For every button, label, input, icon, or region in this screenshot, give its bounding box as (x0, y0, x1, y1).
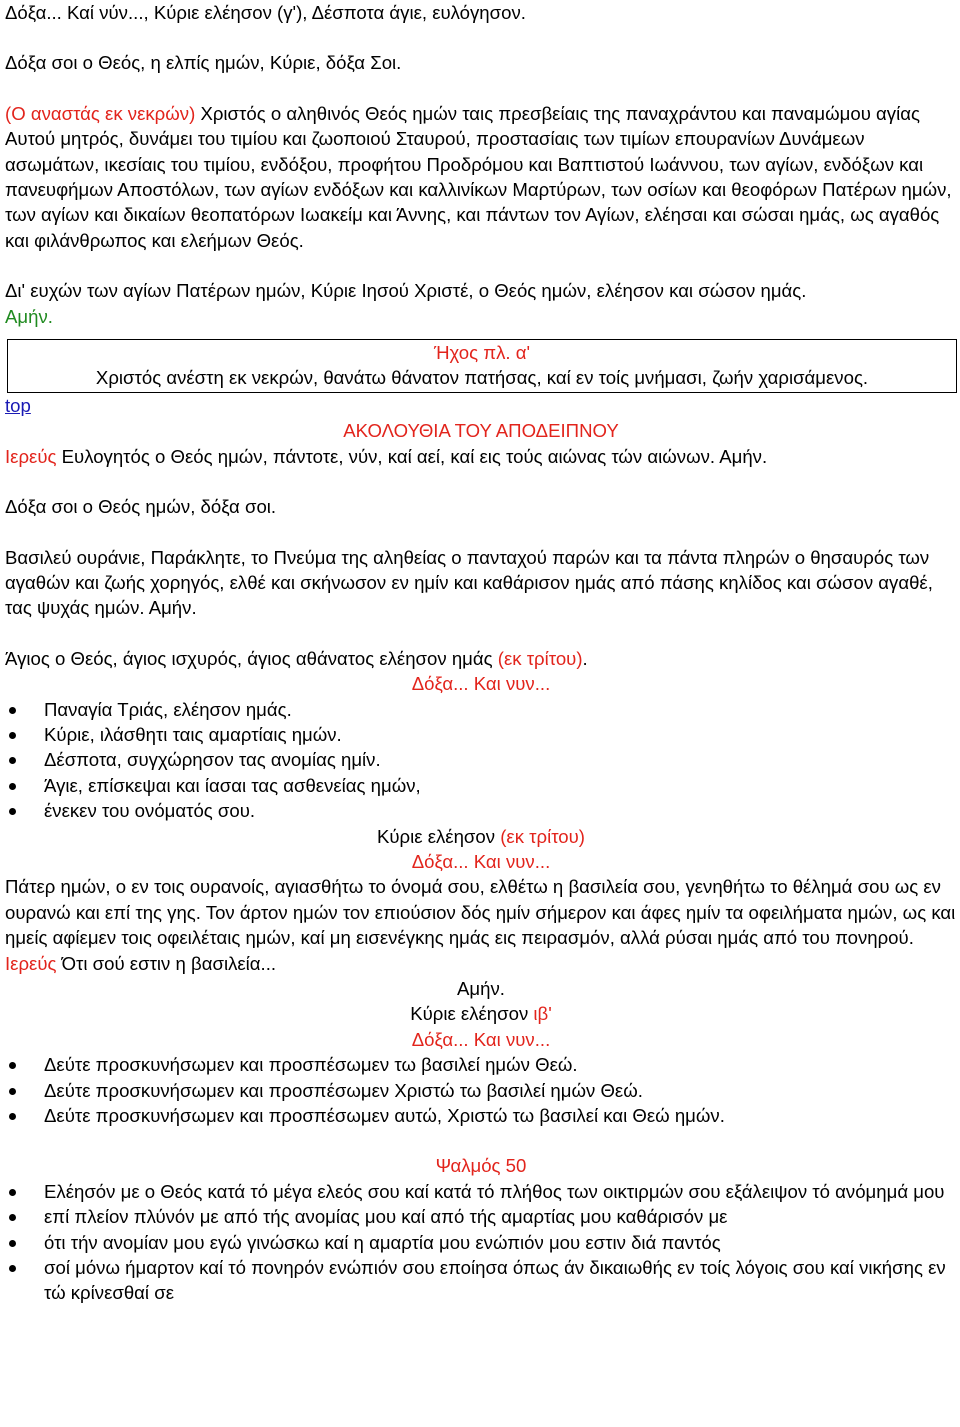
blessing-text: Ευλογητός ο Θεός ημών, πάντοτε, νύν, καί αεί, καί εις τούς αιώνας τών αιώνων. Αμήν. (56, 445, 768, 467)
list-item: Κύριε, ιλάσθητι ταις αμαρτίαις ημών. (5, 722, 957, 747)
kyrie-text: Κύριε ελέησον (376, 825, 501, 847)
trisagion-line (5, 646, 957, 671)
list-item: Δεύτε προσκυνήσωμεν και προσπέσωμεν Χριστώ τω βασιλεί ημών Θεώ. (5, 1078, 957, 1103)
list-item: Δέσποτα, συγχώρησον τας ανομίας ημίν. (5, 747, 957, 772)
document-page (5, 0, 957, 1306)
doxology-line (5, 951, 957, 976)
trinity-list (5, 697, 957, 824)
list-item: Άγιε, επίσκεψαι και ίασαι τας ασθενείας ημών, (5, 773, 957, 798)
glory-now-2: Δόξα... Και νυν... (411, 850, 551, 872)
hymn-box (7, 339, 957, 393)
kyrie12-line (5, 1001, 957, 1026)
priest-label-2: Ιερεύς (5, 952, 57, 974)
heavenly-king-paragraph: Βασιλεύ ουράνιε, Παράκλητε, το Πνεύμα της αληθείας ο πανταχού παρών και τα πάντα πληρών ο θησαυρός των αγαθών και ζωής χορηγός, ελθέ και σκήνωσον εν ημίν και καθάρισον ημάς από πάσης κηλίδος και σώσον αγαθέ, τας ψυχάς ημών. Αμήν. (5, 546, 933, 619)
come-worship-list (5, 1052, 957, 1128)
hymn-text: Χριστός ανέστη εκ νεκρών, θανάτω θάνατον πατήσας, καί εν τοίς μνήμασι, ζωήν χαρισάμενος. (95, 367, 869, 389)
dismissal-text: Χριστός ο αληθινός Θεός ημών ταις πρεσβείαις της παναχράντου και παναμώμου αγίας Αυτού μητρός, δυνάμει του τιμίου και ζωοποιού Σταυρού, προστασίαις των τιμίων επουρανίων Δυνάμεων ασωμάτων, ικεσίαις του τιμίου, ενδόξου, προφήτου Προδρόμου και Βαπτιστού Ιωάννου, των αγίων, ενδόξων και πανευφήμων Αποστόλων, των αγίων ενδόξων και καλλινίκων Μαρτύρων, των οσίων και θεοφόρων Πατέρων ημών, των αγίων και δικαίων θεοπατόρων Ιωακείμ και Άννης, και πάντων τον Αγίων, ελέησαι και σώσαι ημάς, ως αγαθός και φιλάνθρωπος και ελεήμων Θεός. (5, 102, 952, 251)
glory-line: Δόξα σοι ο Θεός ημών, δόξα σοι. (5, 496, 277, 518)
list-item: ότι τήν ανομίαν μου εγώ γινώσκω καί η αμαρτία μου ενώπιόν μου εστιν διά παντός (5, 1230, 957, 1255)
blessing-paragraph (5, 444, 957, 469)
list-item: επί πλείον πλύνόν με από τής ανομίας μου καί από τής αμαρτίας μου καθάρισόν με (5, 1204, 957, 1229)
amen-line: Αμήν. (457, 978, 505, 999)
amen-green: Αμήν. (5, 305, 53, 327)
list-item: σοί μόνω ήμαρτον καί τό πονηρόν ενώπιόν σου εποίησα όπως άν δικαιωθής εν τοίς λόγοις σου καί νικήσης εν τώ κρίνεσθαί σε (5, 1255, 957, 1306)
kyrie-line (5, 824, 957, 849)
intro-line-glory: Δόξα... Καί νύν..., Κύριε ελέησον (γ'), Δέσποτα άγιε, ευλόγησον. (5, 2, 526, 23)
psalm-list (5, 1179, 957, 1306)
list-item: Παναγία Τριάς, ελέησον ημάς. (5, 697, 957, 722)
dismissal-red-phrase: (Ο αναστάς εκ νεκρών) (5, 102, 196, 124)
intro-line-hope: Δόξα σοι ο Θεός, η ελπίς ημών, Κύριε, δόξα Σοι. (5, 52, 402, 74)
priest-label: Ιερεύς (5, 445, 57, 467)
list-item: Ελέησόν με ο Θεός κατά τό μέγα ελεός σου καί κατά τό πλήθος των οικτιρμών σου εξάλειψον τό ανόμημά μου (5, 1179, 957, 1204)
list-item: Δεύτε προσκυνήσωμεν και προσπέσωμεν αυτώ, Χριστώ τω βασιλεί και Θεώ ημών. (5, 1103, 957, 1128)
prayer-text: Δι' ευχών των αγίων Πατέρων ημών, Κύριε Ιησού Χριστέ, ο Θεός ημών, ελέησον και σώσον ημάς. (5, 280, 807, 302)
glory-now-1: Δόξα... Και νυν... (411, 673, 551, 695)
kyrie-red: (εκ τρίτου) (500, 825, 585, 847)
prayer-paragraph (5, 278, 957, 329)
top-link[interactable]: top (5, 394, 31, 416)
list-item: Δεύτε προσκυνήσωμεν και προσπέσωμεν τω βασιλεί ημών Θεώ. (5, 1052, 957, 1077)
hymn-tone: Ήχος πλ. α' (433, 342, 531, 364)
trisagion-text: Άγιος ο Θεός, άγιος ισχυρός, άγιος αθάνατος ελέησον ημάς (5, 647, 498, 669)
dismissal-paragraph (5, 101, 957, 253)
doxology-text: Ότι σού εστιν η βασιλεία... (56, 952, 277, 974)
kyrie12-text: Κύριε ελέησον (410, 1003, 534, 1025)
glory-now-3: Δόξα... Και νυν... (411, 1028, 551, 1050)
list-item: ένεκεν του ονόματός σου. (5, 798, 957, 823)
trisagion-red: (εκ τρίτου) (497, 647, 583, 669)
compline-heading: ΑΚΟΛΟΥΘΙΑ ΤΟΥ ΑΠΟΔΕΙΠΝΟΥ (343, 420, 619, 442)
kyrie12-red: ιβ' (533, 1003, 552, 1025)
lords-prayer-paragraph: Πάτερ ημών, ο εν τοις ουρανοίς, αγιασθήτω το όνομά σου, ελθέτω η βασιλεία σου, γενηθήτω το θέλημά σου ως εν ουρανώ και επί της γης. Τον άρτον ημών τον επιούσιον δός ημίν σήμερον και άφες ημίν τα οφειλήματα ημών, ως και ημείς αφίεμεν τοις οφειλέταις ημών, καί μη εισενέγκης ημάς εις πειρασμόν, αλλά ρύσαι ημάς από του πονηρού. (5, 876, 956, 949)
psalm-heading: Ψαλμός 50 (435, 1155, 527, 1177)
trisagion-end: . (582, 647, 588, 669)
